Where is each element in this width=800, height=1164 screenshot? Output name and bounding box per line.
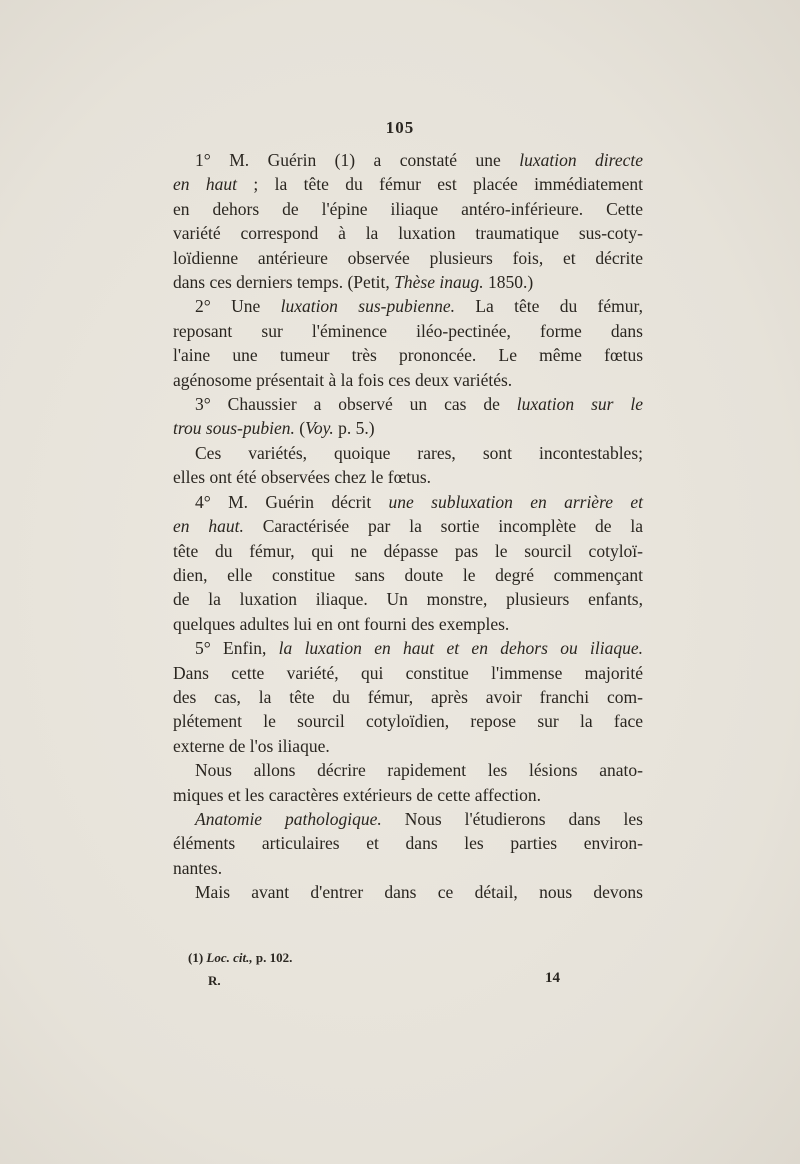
text-run: 1850.) — [483, 272, 534, 293]
text-line — [173, 758, 643, 782]
italic-text: Thèse inaug. — [394, 272, 484, 293]
text-run: Caractérisée par la sortie incomplète de la — [243, 516, 643, 537]
text-run: La tête du fémur, — [454, 296, 643, 317]
text-run: variété correspond à la luxation traumatique sus-coty- — [173, 223, 643, 244]
italic-text: en haut — [173, 174, 238, 195]
text-run: ; la tête du fémur est placée immédiatement — [237, 174, 643, 195]
text-run: 3° Chaussier a observé un cas de — [195, 394, 517, 415]
italic-text: luxation sus-pubienne. — [280, 296, 455, 317]
footnote-marker: (1) — [188, 950, 204, 965]
text-run: p. 5.) — [333, 418, 375, 439]
text-line — [173, 294, 643, 318]
text-run: éléments articulaires et dans les parties environ- — [173, 833, 643, 854]
printer-signature: R. — [208, 973, 221, 988]
text-line — [173, 221, 643, 245]
text-line — [173, 856, 643, 880]
text-run: agénosome présentait à la fois ces deux variétés. — [173, 369, 513, 390]
text-line — [173, 807, 643, 831]
text-line — [173, 441, 643, 465]
text-run: ( — [294, 418, 306, 439]
text-line — [173, 709, 643, 733]
italic-text: la luxation en haut et en dehors ou iliaque. — [278, 638, 643, 659]
page-number: 105 — [385, 118, 415, 137]
text-line — [173, 539, 643, 563]
footnote — [188, 950, 292, 966]
text-line — [173, 880, 643, 904]
text-run: l'aine une tumeur très prononcée. Le même fœtus — [173, 345, 643, 366]
text-line — [173, 563, 643, 587]
italic-text: luxation sur le — [516, 394, 643, 415]
text-run: Ces variétés, quoique rares, sont incontestables; — [195, 442, 643, 463]
gathering-mark: 14 — [545, 970, 560, 986]
text-run: Nous l'étudierons dans les — [381, 808, 643, 829]
text-line — [173, 343, 643, 367]
text-run: 1° M. Guérin (1) a constaté une — [195, 150, 520, 170]
italic-text: en haut. — [173, 516, 244, 537]
text-line — [173, 490, 643, 514]
text-run: externe de l'os iliaque. — [173, 735, 330, 756]
italic-text: trou sous-pubien. — [173, 418, 295, 439]
text-run: 4° M. Guérin décrit — [195, 491, 389, 512]
text-run: elles ont été observées chez le fœtus. — [173, 467, 432, 488]
text-run: Nous allons décrire rapidement les lésions anato- — [195, 760, 643, 781]
text-line — [173, 319, 643, 343]
text-run: dien, elle constitue sans doute le degré commençant — [173, 564, 643, 585]
text-run: Dans cette variété, qui constitue l'immense majorité — [173, 662, 643, 683]
text-run: en dehors de l'épine iliaque antéro-inférieure. Cette — [173, 198, 643, 219]
text-line — [173, 514, 643, 538]
text-line — [173, 416, 643, 440]
text-run: loïdienne antérieure observée plusieurs fois, et décrite — [173, 247, 643, 268]
text-line — [173, 661, 643, 685]
italic-text: une subluxation en arrière et — [388, 491, 643, 512]
text-line — [173, 636, 643, 660]
text-run: 5° Enfin, — [195, 638, 279, 659]
text-line — [173, 392, 643, 416]
text-run: nantes. — [173, 857, 223, 878]
text-line — [173, 197, 643, 221]
text-run: quelques adultes lui en ont fourni des exemples. — [173, 613, 510, 634]
text-run: Mais avant d'entrer dans ce détail, nous devons — [195, 882, 643, 903]
text-run: tête du fémur, qui ne dépasse pas le sourcil cotyloï- — [173, 540, 643, 561]
text-line — [173, 148, 643, 172]
text-run: des cas, la tête du fémur, après avoir franchi com- — [173, 686, 643, 707]
text-run: miques et les caractères extérieurs de cette affection. — [173, 784, 541, 805]
text-line — [173, 587, 643, 611]
text-run: plétement le sourcil cotyloïdien, repose sur la face — [173, 711, 643, 732]
text-run: de la luxation iliaque. Un monstre, plusieurs enfants, — [173, 589, 643, 610]
italic-text: Voy. — [305, 418, 334, 439]
text-line — [173, 465, 643, 489]
text-run: reposant sur l'éminence iléo-pectinée, forme dans — [173, 320, 643, 341]
text-line — [173, 172, 643, 196]
italic-text: Anatomie pathologique. — [195, 808, 382, 829]
text-run: dans ces derniers temps. (Petit, — [173, 272, 395, 293]
text-line — [173, 368, 643, 392]
text-line — [173, 831, 643, 855]
text-run: 2° Une — [195, 296, 281, 317]
text-line — [173, 734, 643, 758]
footnote-text: p. 102. — [252, 950, 293, 965]
text-line — [173, 783, 643, 807]
italic-text: luxation directe — [519, 150, 643, 170]
text-line — [173, 612, 643, 636]
footnote-italic: Loc. cit., — [206, 950, 253, 965]
text-line — [173, 270, 643, 294]
text-line — [173, 685, 643, 709]
body-text — [173, 148, 643, 905]
text-line — [173, 246, 643, 270]
